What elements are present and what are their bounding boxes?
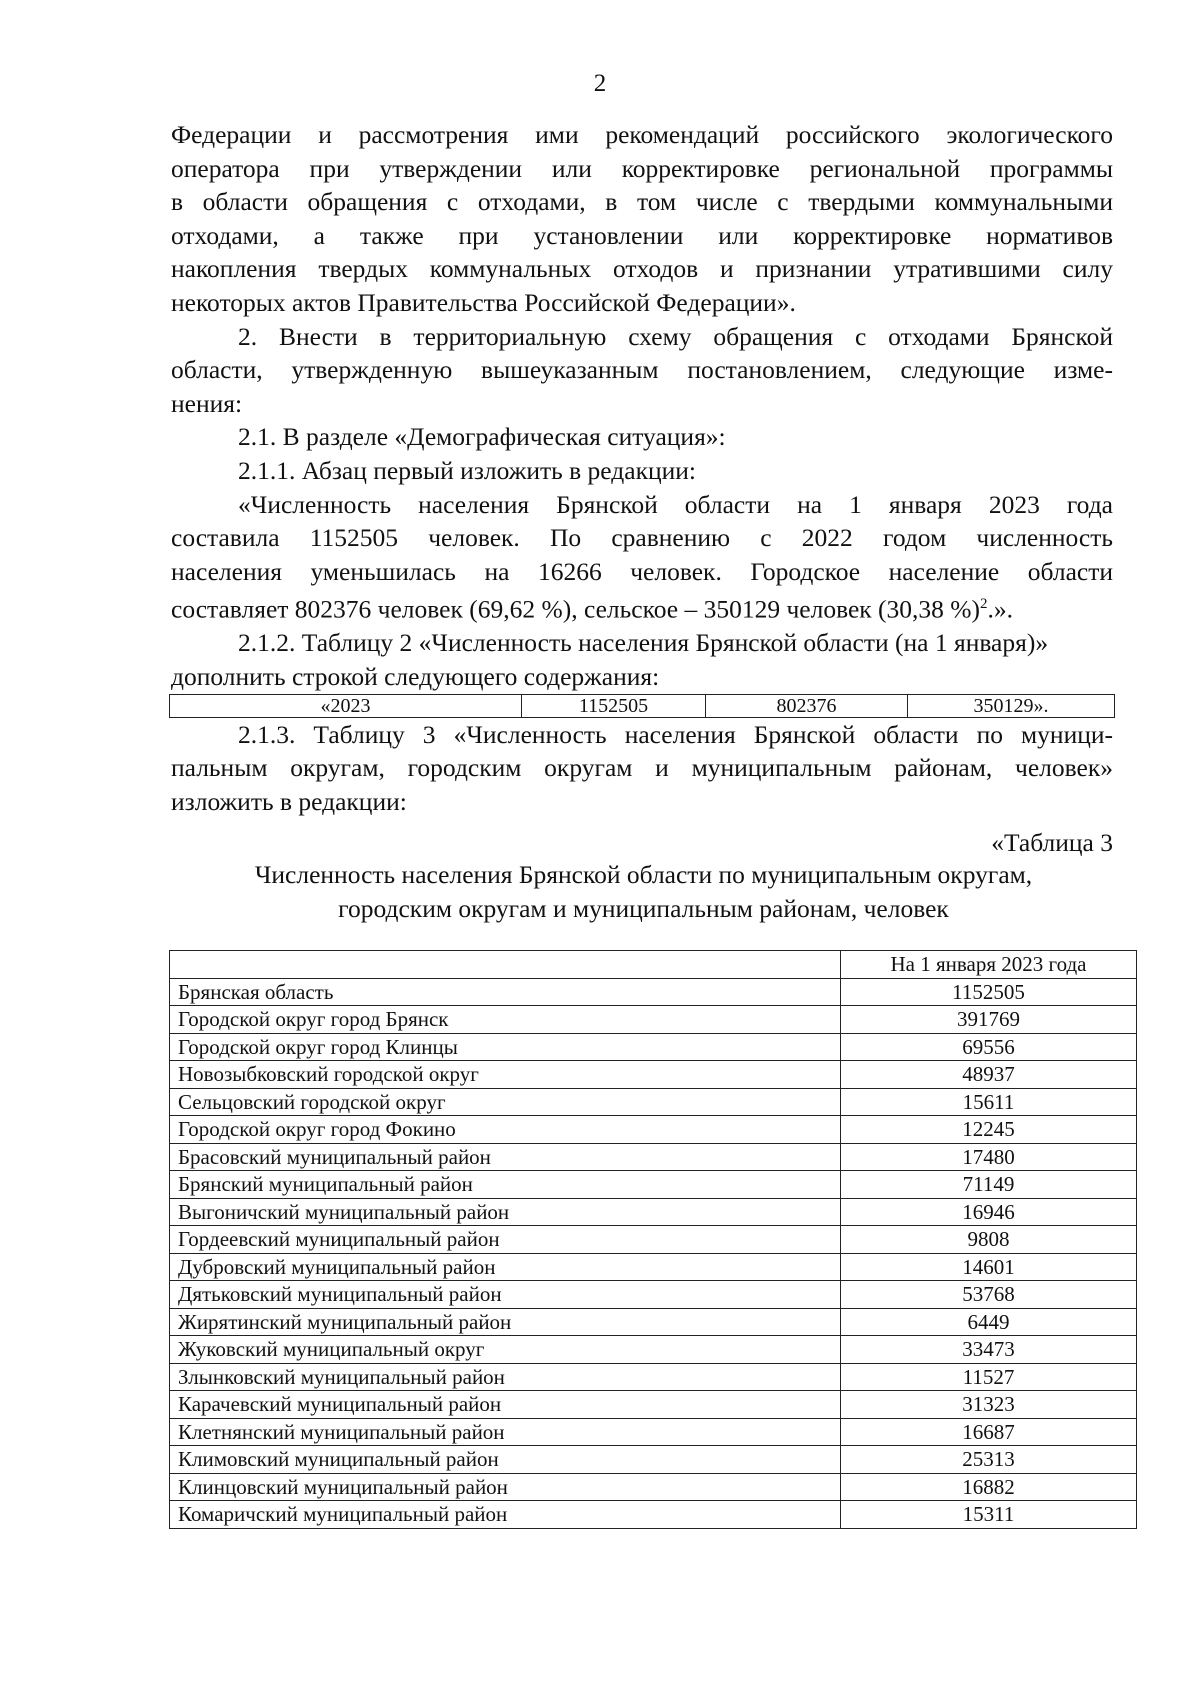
population-value-cell: 15311 bbox=[841, 1501, 1137, 1529]
table-row bbox=[170, 1198, 1137, 1226]
territory-name-cell: Городской округ город Фокино bbox=[170, 1116, 841, 1144]
population-value-cell: 12245 bbox=[841, 1116, 1137, 1144]
territory-name-cell: Брянская область bbox=[170, 978, 841, 1006]
intro-line: отходами, а также при установлении или корректировке нормативов bbox=[171, 220, 1113, 250]
table-row bbox=[170, 1446, 1137, 1474]
quote-end: .». bbox=[987, 594, 1014, 624]
population-value-cell: 17480 bbox=[841, 1143, 1137, 1171]
intro-line: накопления твердых коммунальных отходов и признании утратившими силу bbox=[171, 254, 1113, 284]
item-2-1-2: 2.1.2. Таблицу 2 «Численность населения Брянской области (на 1 января)» bbox=[238, 628, 1049, 658]
header-value-cell: На 1 января 2023 года bbox=[841, 951, 1137, 979]
added-row-rural: 350129». bbox=[908, 694, 1115, 717]
territory-name-cell: Клетнянский муниципальный район bbox=[170, 1418, 841, 1446]
population-value-cell: 31323 bbox=[841, 1391, 1137, 1419]
population-value-cell: 14601 bbox=[841, 1253, 1137, 1281]
item2-line: нения: bbox=[171, 388, 243, 418]
table-row bbox=[170, 1473, 1137, 1501]
item2-line: области, утвержденную вышеуказанным постановлением, следующие изме- bbox=[171, 355, 1113, 385]
document-body bbox=[171, 118, 1113, 860]
header-name-cell bbox=[170, 951, 841, 979]
quote-line: составила 1152505 человек. По сравнению с 2022 годом численность bbox=[171, 523, 1113, 553]
territory-name-cell: Жуковский муниципальный округ bbox=[170, 1336, 841, 1364]
population-value-cell: 25313 bbox=[841, 1446, 1137, 1474]
population-value-cell: 16946 bbox=[841, 1198, 1137, 1226]
territory-name-cell: Карачевский муниципальный район bbox=[170, 1391, 841, 1419]
item213-line: изложить в редакции: bbox=[171, 786, 407, 816]
table-row bbox=[170, 1308, 1137, 1336]
item-2-1-1: 2.1.1. Абзац первый изложить в редакции: bbox=[238, 455, 696, 485]
table-title bbox=[171, 858, 1116, 926]
intro-line: Федерации и рассмотрения ими рекомендаций российского экологического bbox=[171, 120, 1113, 149]
table-row bbox=[170, 1006, 1137, 1034]
population-value-cell: 391769 bbox=[841, 1006, 1137, 1034]
table-row bbox=[170, 1171, 1137, 1199]
table-header-row bbox=[170, 951, 1137, 979]
table-label: «Таблица 3 bbox=[991, 828, 1113, 858]
table-row bbox=[170, 1116, 1137, 1144]
intro-line: в области обращения с отходами, в том числе с твердыми коммунальными bbox=[171, 187, 1113, 217]
population-value-cell: 15611 bbox=[841, 1088, 1137, 1116]
item-2-1-2-cont: дополнить строкой следующего содержания: bbox=[171, 662, 660, 691]
territory-name-cell: Городской округ город Клинцы bbox=[170, 1033, 841, 1061]
table-row bbox=[170, 1391, 1137, 1419]
territory-name-cell: Гордеевский муниципальный район bbox=[170, 1226, 841, 1254]
territory-name-cell: Сельцовский городской округ bbox=[170, 1088, 841, 1116]
table-row bbox=[170, 1418, 1137, 1446]
table-row bbox=[170, 1281, 1137, 1309]
territory-name-cell: Дубровский муниципальный район bbox=[170, 1253, 841, 1281]
added-row-urban: 802376 bbox=[706, 694, 908, 717]
territory-name-cell: Комаричский муниципальный район bbox=[170, 1501, 841, 1529]
item213-line: пальным округам, городским округам и муниципальным районам, человек» bbox=[171, 753, 1113, 783]
table-row bbox=[170, 1336, 1137, 1364]
item213-line: 2.1.3. Таблицу 3 «Численность населения Брянской области по муници- bbox=[238, 719, 1113, 749]
population-value-cell: 9808 bbox=[841, 1226, 1137, 1254]
table-row bbox=[170, 1143, 1137, 1171]
territory-name-cell: Городской округ город Брянск bbox=[170, 1006, 841, 1034]
population-value-cell: 69556 bbox=[841, 1033, 1137, 1061]
table-row bbox=[170, 1226, 1137, 1254]
page-number: 2 bbox=[593, 70, 607, 97]
territory-name-cell: Новозыбковский городской округ bbox=[170, 1061, 841, 1089]
territory-name-cell: Дятьковский муниципальный район bbox=[170, 1281, 841, 1309]
territory-name-cell: Брянский муниципальный район bbox=[170, 1171, 841, 1199]
table-row bbox=[170, 1033, 1137, 1061]
table-row bbox=[170, 694, 1115, 717]
quote-text: составляет 802376 человек (69,62 %), сельское – 350129 человек (30,38 %) bbox=[171, 594, 981, 624]
population-value-cell: 48937 bbox=[841, 1061, 1137, 1089]
territory-name-cell: Жирятинский муниципальный район bbox=[170, 1308, 841, 1336]
population-value-cell: 53768 bbox=[841, 1281, 1137, 1309]
quote-line: населения уменьшилась на 16266 человек. Городское население области bbox=[171, 556, 1113, 586]
table-title-line: Численность населения Брянской области по муниципальным округам, bbox=[254, 860, 1033, 889]
footnote-mark: 2 bbox=[980, 596, 988, 613]
item-2-1: 2.1. В разделе «Демографическая ситуация»: bbox=[238, 422, 726, 452]
population-value-cell: 16687 bbox=[841, 1418, 1137, 1446]
table-row bbox=[170, 1253, 1137, 1281]
table-row bbox=[170, 978, 1137, 1006]
intro-line: некоторых актов Правительства Российской Федерации». bbox=[171, 287, 796, 317]
table-row bbox=[170, 1363, 1137, 1391]
territory-name-cell: Клинцовский муниципальный район bbox=[170, 1473, 841, 1501]
table-body bbox=[170, 978, 1137, 1528]
intro-line: оператора при утверждении или корректировке региональной программы bbox=[171, 153, 1113, 183]
territory-name-cell: Брасовский муниципальный район bbox=[170, 1143, 841, 1171]
added-row-table bbox=[169, 694, 1115, 718]
population-value-cell: 33473 bbox=[841, 1336, 1137, 1364]
population-value-cell: 71149 bbox=[841, 1171, 1137, 1199]
table-title-line: городским округам и муниципальным районам, человек bbox=[338, 894, 949, 923]
item2-line: 2. Внести в территориальную схему обращения с отходами Брянской bbox=[238, 321, 1113, 351]
added-row-total: 1152505 bbox=[522, 694, 706, 717]
territory-name-cell: Выгоничский муниципальный район bbox=[170, 1198, 841, 1226]
table-row bbox=[170, 1061, 1137, 1089]
territory-name-cell: Климовский муниципальный район bbox=[170, 1446, 841, 1474]
territory-name-cell: Злынковский муниципальный район bbox=[170, 1363, 841, 1391]
population-value-cell: 1152505 bbox=[841, 978, 1137, 1006]
population-value-cell: 16882 bbox=[841, 1473, 1137, 1501]
population-table bbox=[169, 950, 1137, 1529]
table-row bbox=[170, 1088, 1137, 1116]
population-value-cell: 6449 bbox=[841, 1308, 1137, 1336]
quote-line: «Численность населения Брянской области на 1 января 2023 года bbox=[238, 489, 1113, 519]
quote-line bbox=[171, 588, 1113, 626]
population-value-cell: 11527 bbox=[841, 1363, 1137, 1391]
table-row bbox=[170, 1501, 1137, 1529]
added-row-year: «2023 bbox=[170, 694, 522, 717]
